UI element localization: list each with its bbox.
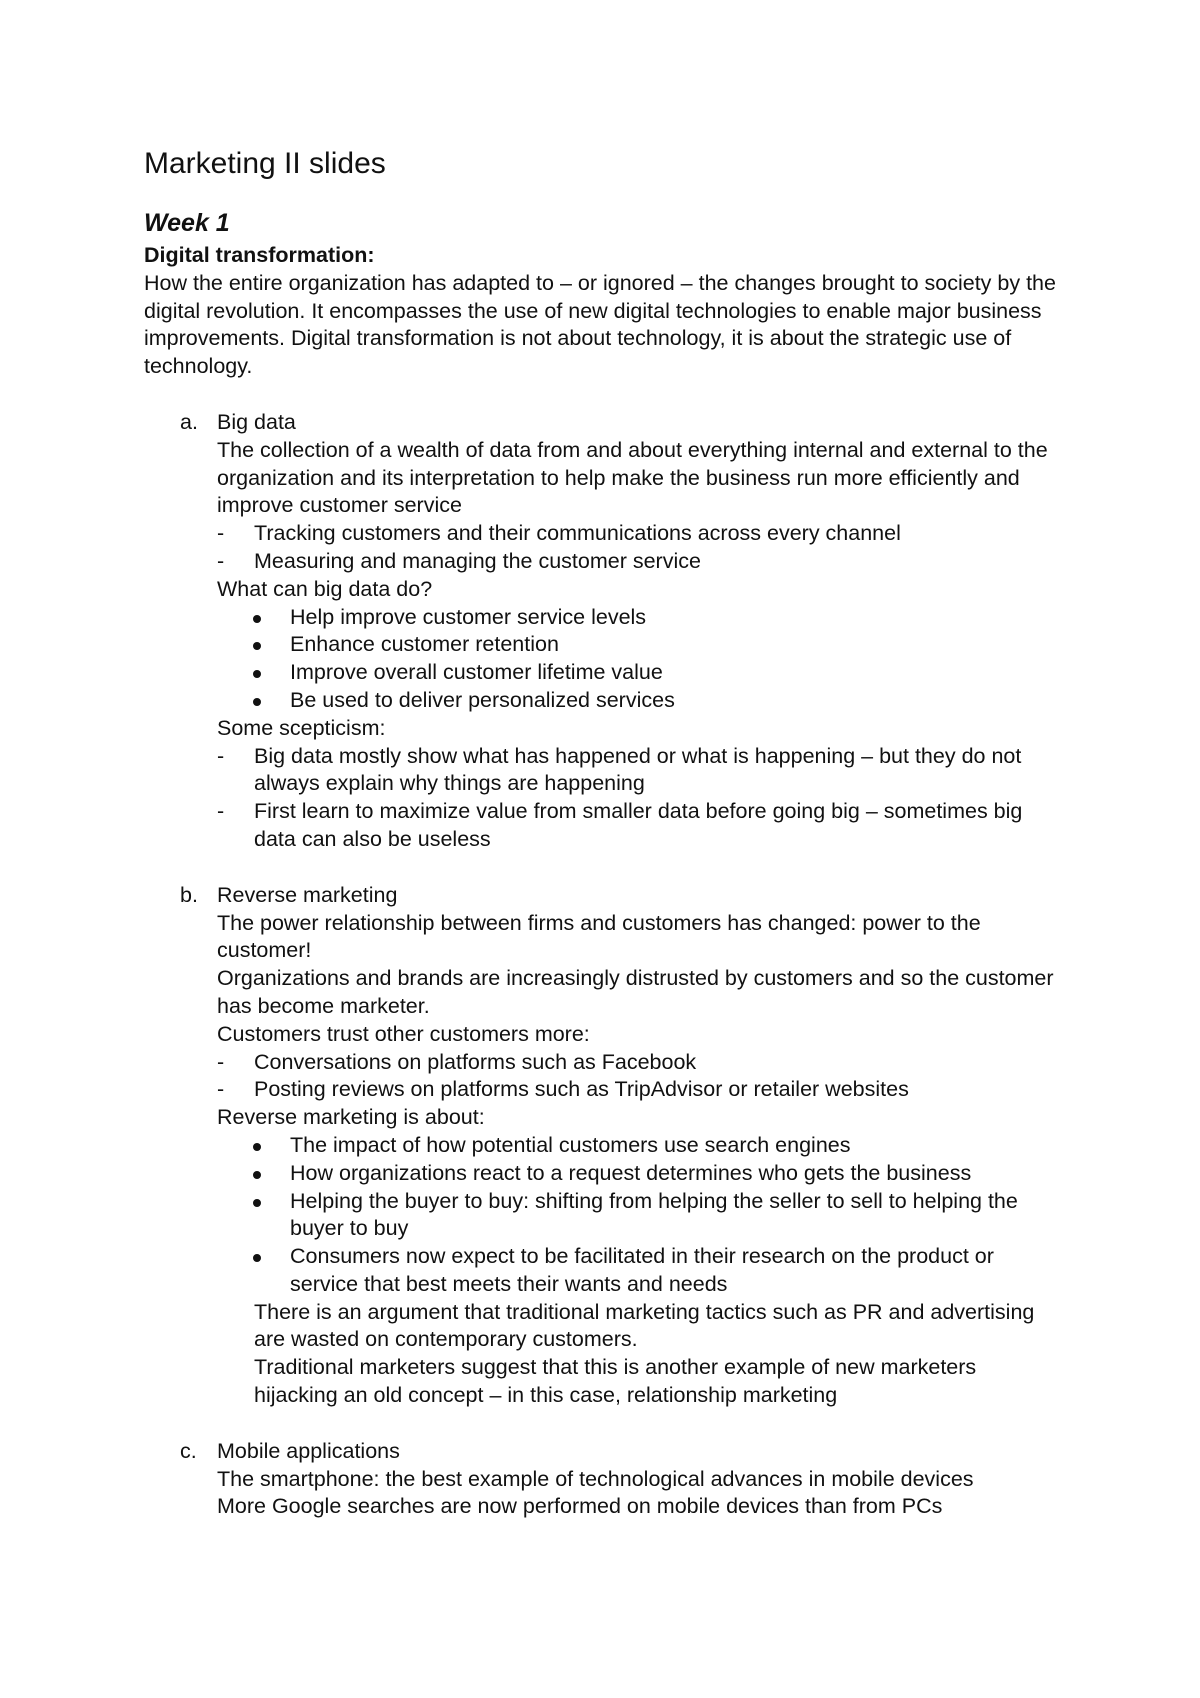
section-scepticism: Some scepticism: — [217, 715, 386, 740]
section-reverse-marketing — [144, 882, 1064, 1410]
dash-item — [217, 548, 1064, 576]
section-body — [217, 1438, 1064, 1521]
bullet-item — [217, 1188, 1064, 1244]
section-paragraph: Traditional marketers suggest that this is another example of new marketers hijacking an old concept – in this case, relationship marketing — [254, 1355, 977, 1408]
bullet-dot-icon — [253, 1199, 261, 1207]
dash-item-text: Tracking customers and their communications across every channel — [254, 521, 901, 546]
bullet-item — [217, 1243, 1064, 1299]
section-letter: b. — [180, 882, 198, 907]
section-letter: a. — [180, 409, 198, 434]
bullet-dot-icon — [253, 698, 261, 706]
dash-marker: - — [217, 1077, 225, 1102]
intro-heading: Digital transformation: — [144, 243, 375, 267]
week-heading: Week 1 — [144, 209, 230, 237]
section-title: Reverse marketing — [217, 882, 398, 907]
section-body — [217, 882, 1064, 1410]
bullet-item-text: The impact of how potential customers use search engines — [290, 1132, 851, 1157]
dash-marker: - — [217, 743, 225, 768]
bullet-dot-icon — [253, 642, 261, 650]
section-paragraph: Customers trust other customers more: — [217, 1021, 590, 1046]
section-question: What can big data do? — [217, 576, 433, 601]
section-letter: c. — [180, 1438, 197, 1463]
dash-item — [217, 798, 1064, 854]
section-paragraph: The smartphone: the best example of technological advances in mobile devices — [217, 1466, 974, 1491]
intro-paragraph: How the entire organization has adapted to – or ignored – the changes brought to society by the digital revolution. It encompasses the use of new digital technologies to enable major business improvements. Digital transformation is not about technology, it is about the strategic use of technology. — [144, 270, 1056, 379]
section-title: Mobile applications — [217, 1438, 400, 1463]
section-definition: The collection of a wealth of data from and about everything internal and external to the organization and its interpretation to help make the business run more efficiently and improve customer service — [217, 437, 1048, 518]
dash-item — [217, 743, 1064, 799]
bullet-dot-icon — [253, 1171, 261, 1179]
bullet-dot-icon — [253, 670, 261, 678]
bullet-item — [217, 1160, 1064, 1188]
dash-marker: - — [217, 548, 225, 573]
dash-item-text: Conversations on platforms such as Facebook — [254, 1049, 697, 1074]
dash-item-text: Measuring and managing the customer service — [254, 548, 701, 573]
bullet-item-text: How organizations react to a request determines who gets the business — [290, 1160, 972, 1185]
bullet-item — [217, 659, 1064, 687]
dash-marker: - — [217, 799, 225, 824]
dash-item-text: Posting reviews on platforms such as TripAdvisor or retailer websites — [254, 1077, 909, 1102]
bullet-dot-icon — [253, 615, 261, 623]
section-paragraph: There is an argument that traditional marketing tactics such as PR and advertising are wasted on contemporary customers. — [254, 1299, 1035, 1352]
dash-item — [217, 1049, 1064, 1077]
bullet-item — [217, 631, 1064, 659]
section-body — [217, 409, 1064, 854]
bullet-item — [217, 1132, 1064, 1160]
bullet-item-text: Enhance customer retention — [290, 632, 559, 657]
section-title: Big data — [217, 409, 296, 434]
document-title: Marketing II slides — [144, 147, 386, 180]
bullet-item-text: Improve overall customer lifetime value — [290, 660, 663, 685]
section-paragraph: The power relationship between firms and customers has changed: power to the customer! — [217, 910, 981, 963]
section-mobile-applications — [144, 1438, 1064, 1521]
section-paragraph: Organizations and brands are increasingly distrusted by customers and so the customer has become marketer. — [217, 966, 1054, 1018]
dash-item — [217, 520, 1064, 548]
bullet-item — [217, 604, 1064, 632]
section-big-data — [144, 409, 1064, 854]
bullet-dot-icon — [253, 1143, 261, 1151]
dash-marker: - — [217, 521, 225, 546]
dash-item-text: Big data mostly show what has happened or what is happening – but they do not always explain why things are happening — [254, 743, 1022, 796]
dash-item-text: First learn to maximize value from smaller data before going big – sometimes big data can also be useless — [254, 799, 1023, 851]
bullet-item-text: Be used to deliver personalized services — [290, 687, 675, 712]
section-paragraph: Reverse marketing is about: — [217, 1105, 485, 1130]
dash-marker: - — [217, 1049, 225, 1074]
document-body — [144, 242, 1064, 1521]
bullet-item-text: Help improve customer service levels — [290, 604, 647, 629]
bullet-dot-icon — [253, 1254, 261, 1262]
bullet-item-text: Helping the buyer to buy: shifting from helping the seller to sell to helping the buyer to buy — [290, 1188, 1018, 1241]
section-paragraph: More Google searches are now performed on mobile devices than from PCs — [217, 1494, 943, 1519]
bullet-item — [217, 687, 1064, 715]
dash-item — [217, 1076, 1064, 1104]
bullet-item-text: Consumers now expect to be facilitated in their research on the product or service that best meets their wants and needs — [290, 1244, 994, 1296]
